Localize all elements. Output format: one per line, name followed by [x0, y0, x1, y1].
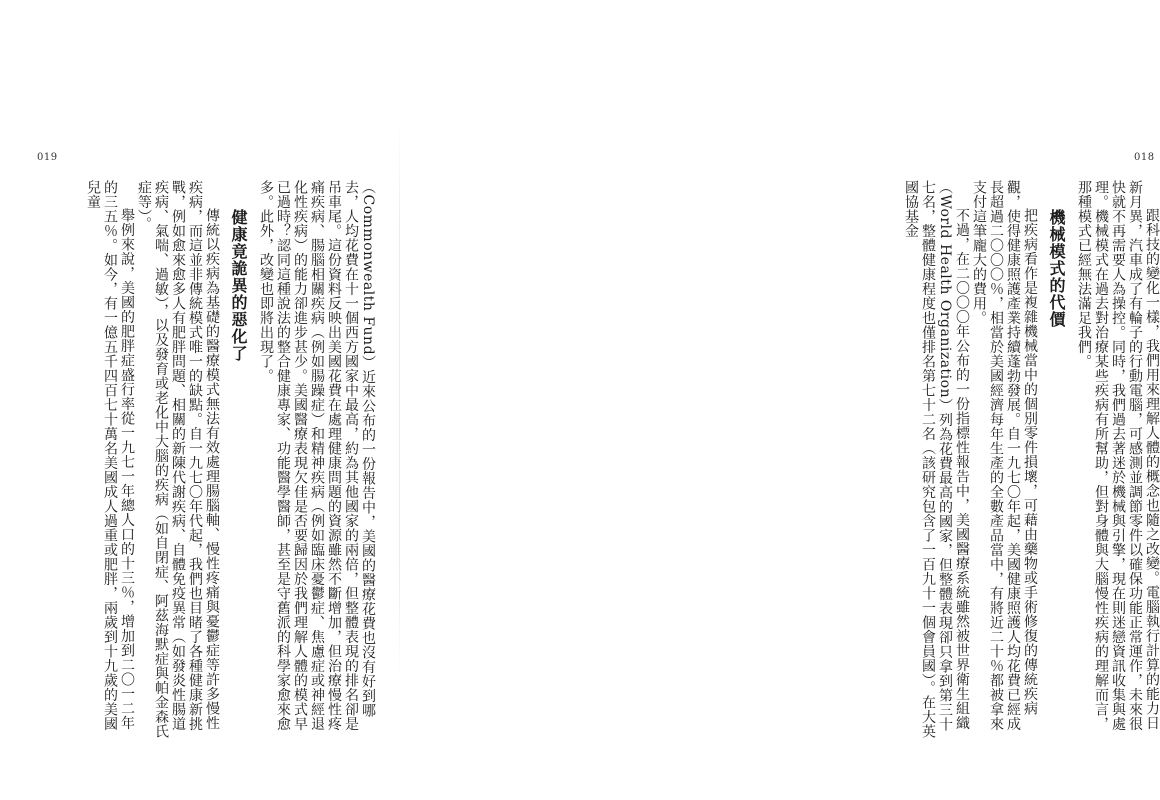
body-paragraph: 不過，在二〇〇〇年公布的一份指標性報告中，美國醫療系統雖然被世界衛生組織（World Health Organization）列為花費最高的國家，但整體表現卻只拿到第三十七名，整體健康程度也僅排名第七十二名（該研究包含了一百九十一個會員國）。在大英國協基金	[903, 180, 970, 739]
body-paragraph: 跟科技的變化一樣，我們用來理解人體的概念也隨之改變。電腦執行計算的能力日新月異，汽車成了有輪子的行動電腦，可感測並調節零件以確保功能正常運作，未來很快就不再需要人為操控。同時，我們過去著迷於機械與引擎，現在則迷戀資訊收集與處理。機械模式在過去對治療某些疾病有所幫助，但對身體與大腦慢性疾病的理解而言，那種模式已經無法滿足我們。	[1076, 180, 1160, 731]
left-page-body	[50, 180, 376, 740]
right-page	[400, 0, 1160, 800]
body-paragraph: 傳統以疾病為基礎的醫療模式無法有效處理腸腦軸、慢性疼痛與憂鬱症等許多慢性疾病，而這並非傳統模式唯一的缺點。自一九七〇年代起，我們也目睹了各種健康新挑戰，例如愈來愈多人有肥胖問題、相關的新陳代謝疾病、自體免疫異常（如發炎性腸道疾病、氣喘、過敏），以及發育或老化中大腦的疾病（如自閉症、阿茲海默症與帕金森氏症等）。	[136, 180, 220, 739]
section-heading: 機械模式的代價	[1047, 208, 1066, 328]
body-paragraph: 把疾病看作是複雜機械當中的個別零件損壞，可藉由藥物或手術修復的傳統疾病觀，使得健康照護產業持續蓬勃發展。自一九七〇年起，美國健康照護人均花費已經成長超過二〇〇〇％，相當於美國經濟每年生產的全數產品當中，有將近二十％都被拿來支付這筆龐大的費用。	[971, 180, 1038, 731]
section-heading: 健康竟詭異的惡化了	[229, 208, 248, 362]
body-paragraph: 舉例來說，美國的肥胖症盛行率從一九七一年總人口的十三％，增加到二〇一二年的三五％。如今，有一億五千四百七十萬名美國成人過重或肥胖，兩歲到十九歲的美國兒童	[85, 180, 135, 731]
page-number: 019	[37, 152, 58, 163]
right-page-body	[818, 180, 1160, 740]
left-page	[0, 0, 400, 800]
page-number: 018	[1134, 152, 1155, 163]
body-paragraph: （Commonwealth Fund）近來公布的一份報告中，美國的醫療花費也沒有好到哪去，人均花費在十一個西方國家中最高，約為其他國家的兩倍，但整體表現的排名卻是吊車尾。這份資料反映出美國花費在處理健康問題的資源雖然不斷增加，但治療慢性疼痛疾病、腸腦相關疾病（例如腸躁症）和精神疾病（例如臨床憂鬱症、焦慮症或神經退化性疾病）的能力卻進步甚少。美國醫療表現欠佳是否要歸因於我們理解人體的模式早已過時？認同這種說法的整合健康專家、功能醫學醫師，甚至是守舊派的科學家愈來愈多。此外，改變也即將出現了。	[258, 180, 376, 731]
